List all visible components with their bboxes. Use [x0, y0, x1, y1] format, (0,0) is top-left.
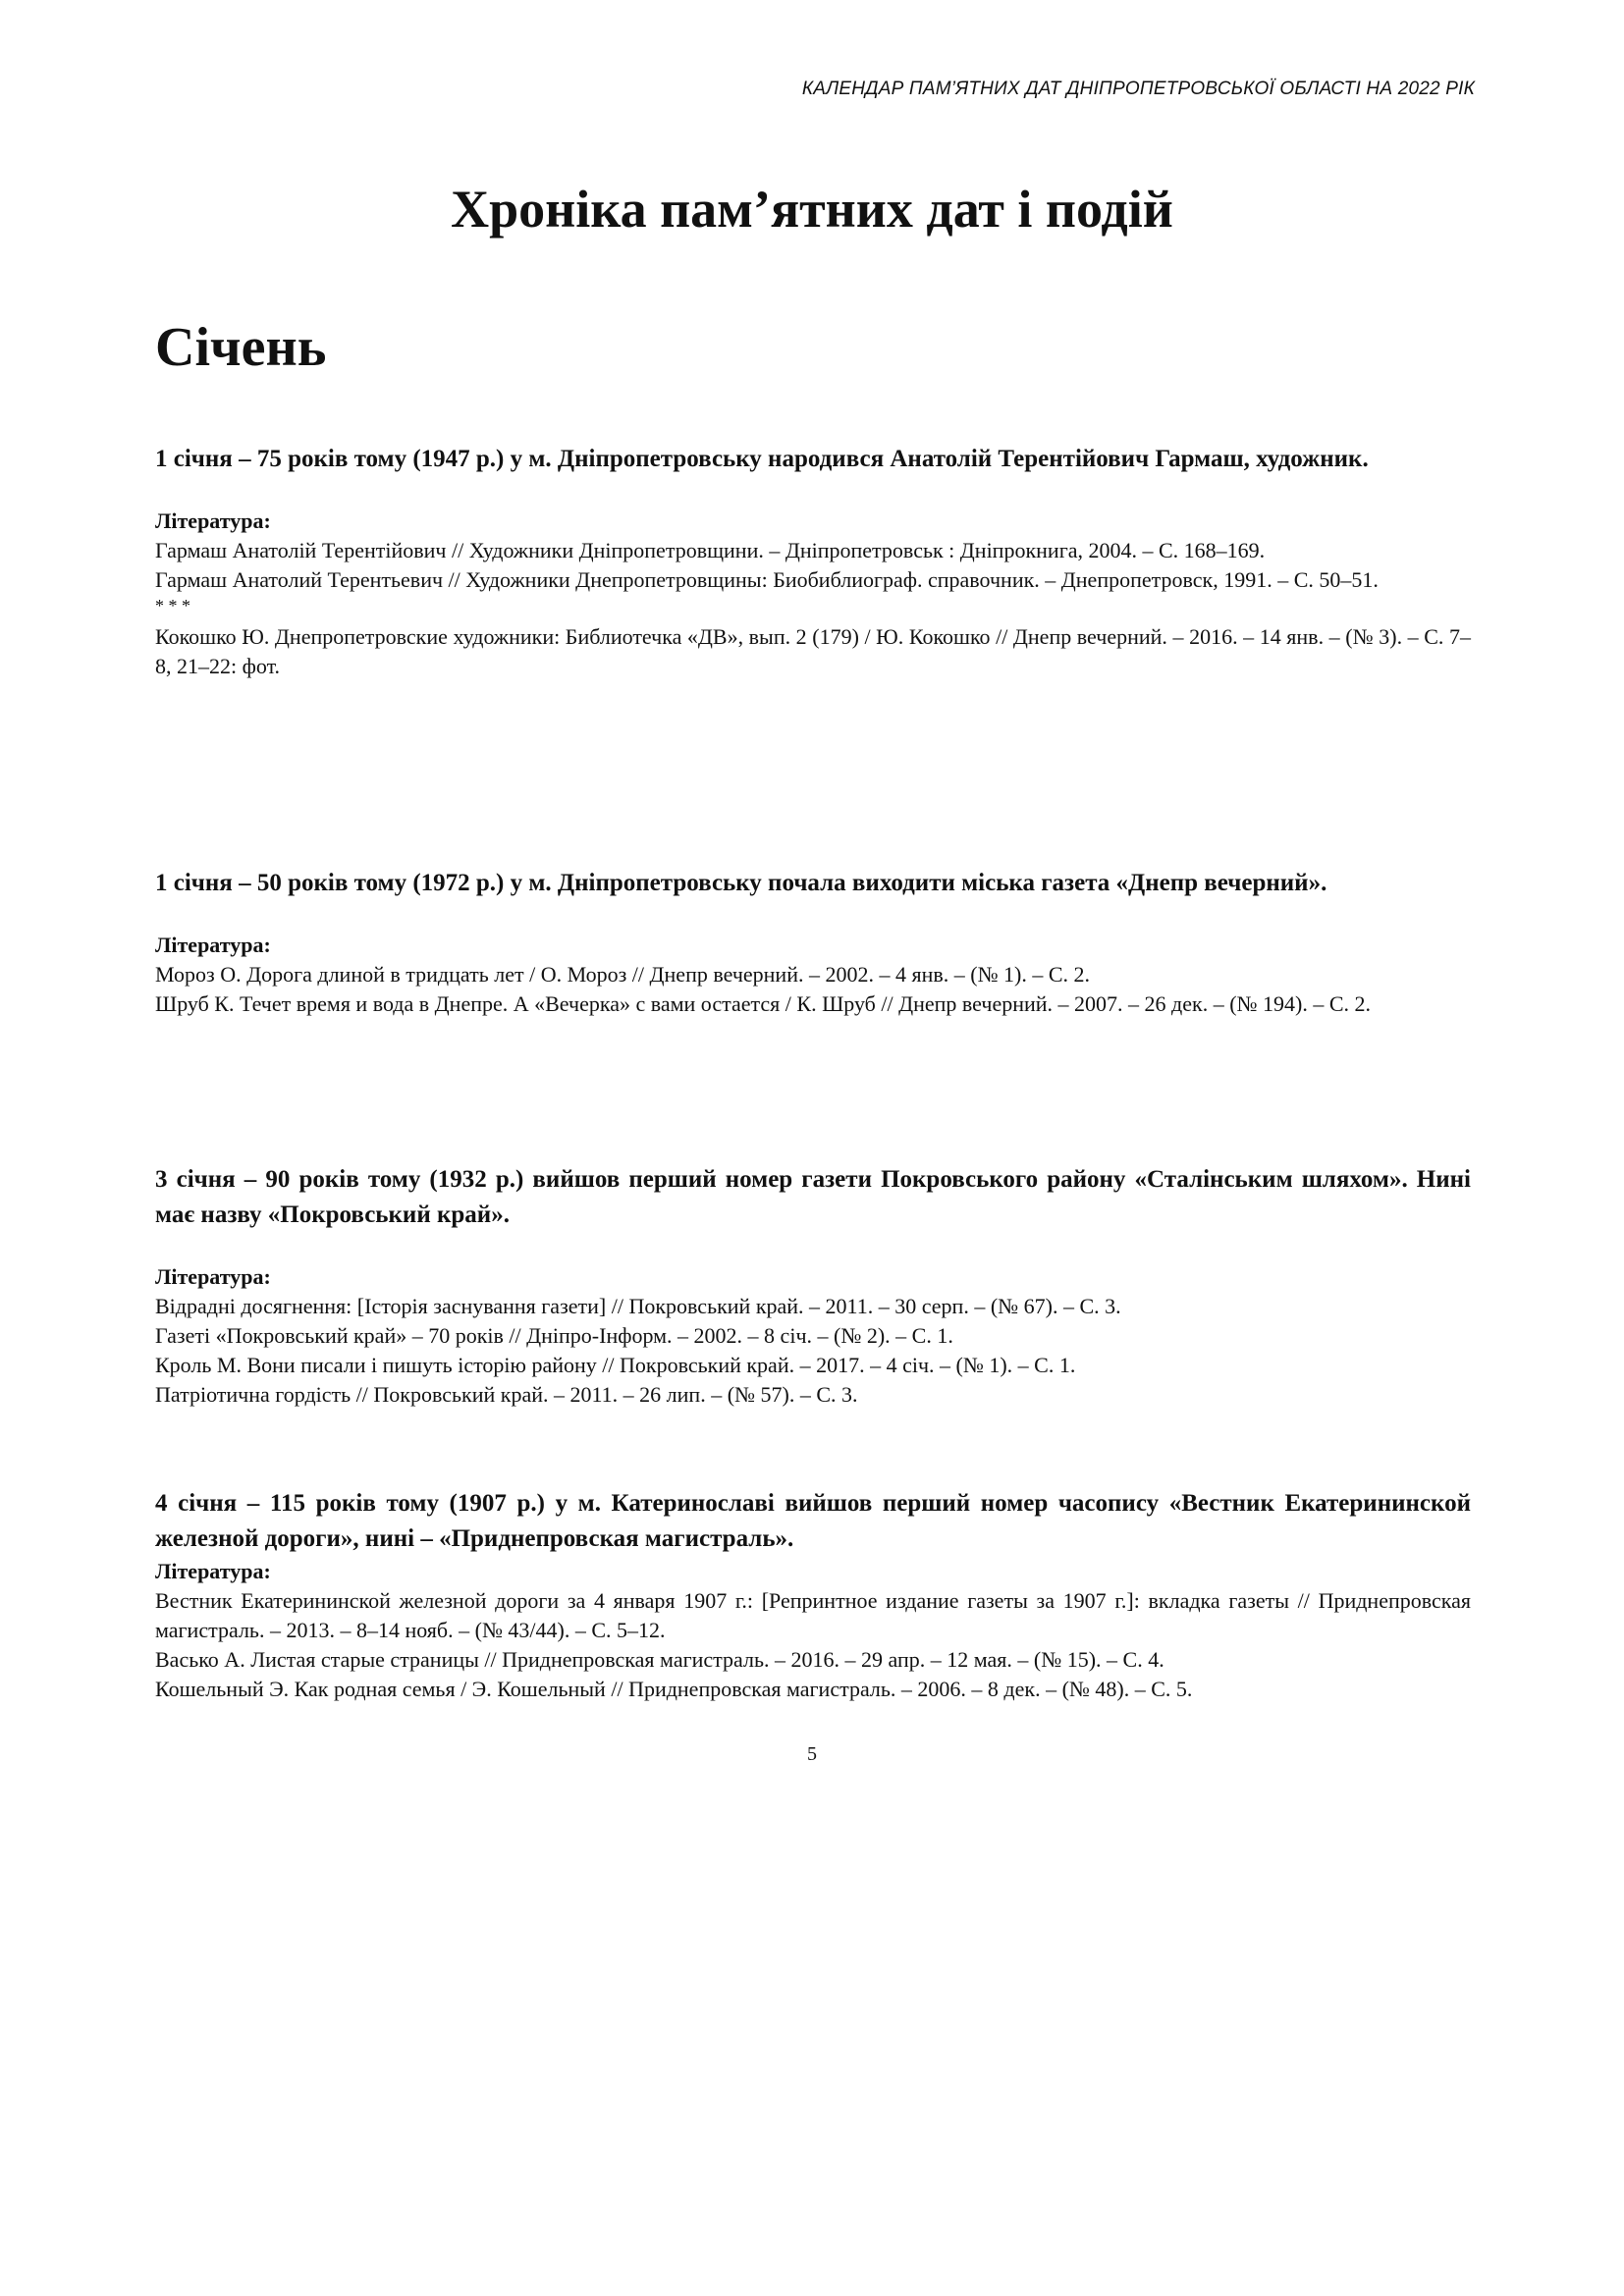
- page-title: Хроніка пам’ятних дат і подій: [451, 180, 1173, 239]
- literature-label: Література:: [155, 1559, 271, 1583]
- entry-2: [155, 866, 1471, 1019]
- entry-heading: 1 січня – 75 років тому (1947 р.) у м. Дніпропетровську народився Анатолій Терентійович Гармаш, художник.: [155, 446, 1369, 472]
- literature-item: Кроль М. Вони писали і пишуть історію району // Покровський край. – 2017. – 4 січ. – (№ 1). – С. 1.: [155, 1353, 1076, 1377]
- month-title: Січень: [155, 317, 327, 378]
- literature-item: Васько А. Листая старые страницы // Приднепровская магистраль. – 2016. – 29 апр. – 12 мая. – (№ 15). – С. 4.: [155, 1647, 1164, 1672]
- literature-item: Відрадні досягнення: [Історія заснування газети] // Покровський край. – 2011. – 30 серп. – (№ 67). – С. 3.: [155, 1294, 1121, 1318]
- literature-label: Література:: [155, 933, 271, 957]
- literature-item: Патріотична гордість // Покровський край. – 2011. – 26 лип. – (№ 57). – С. 3.: [155, 1382, 858, 1407]
- running-header: КАЛЕНДАР ПАМ’ЯТНИХ ДАТ ДНІПРОПЕТРОВСЬКОЇ ОБЛАСТІ НА 2022 РІК: [801, 79, 1475, 99]
- literature-label: Література:: [155, 508, 271, 533]
- entry-heading: 1 січня – 50 років тому (1972 р.) у м. Дніпропетровську почала виходити міська газета «Днепр вечерний».: [155, 870, 1327, 896]
- entry-3: [155, 1162, 1471, 1410]
- entry-4: [155, 1486, 1471, 1704]
- literature-item: Кокошко Ю. Днепропетровские художники: Библиотечка «ДВ», вып. 2 (179) / Ю. Кокошко // Днепр вечерний. – 2016. – 14 янв. – (№ 3). – С. 7–8, 21–22: фот.: [155, 624, 1471, 678]
- literature-item: Вестник Екатерининской железной дороги за 4 января 1907 г.: [Репринтное издание газеты за 1907 г.]: вкладка газеты // Приднепровская магистраль. – 2013. – 8–14 нояб. – (№ 43/44). – С. 5–12.: [155, 1588, 1471, 1642]
- literature-item: Шруб К. Течет время и вода в Днепре. А «Вечерка» с вами остается / К. Шруб // Днепр вечерний. – 2007. – 26 дек. – (№ 194). – С. 2.: [155, 991, 1372, 1016]
- entry-heading: 3 січня – 90 років тому (1932 р.) вийшов перший номер газети Покровського району «Сталінським шляхом». Нині має назву «Покровський край».: [155, 1166, 1471, 1228]
- literature-item: Газеті «Покровський край» – 70 років // Дніпро-Інформ. – 2002. – 8 січ. – (№ 2). – С. 1.: [155, 1323, 953, 1348]
- literature-label: Література:: [155, 1264, 271, 1289]
- literature-item: Гармаш Анатолій Терентійович // Художники Дніпропетровщини. – Дніпропетровськ : Дніпрокнига, 2004. – С. 168–169.: [155, 538, 1266, 562]
- entry-heading: 4 січня – 115 років тому (1907 р.) у м. Катеринославі вийшов перший номер часопису «Вестник Екатерининской железной дороги», нині – «Приднепровская магистраль».: [155, 1490, 1471, 1552]
- literature-item: Гармаш Анатолий Терентьевич // Художники Днепропетровщины: Биобиблиограф. справочник. – Днепропетровск, 1991. – С. 50–51.: [155, 567, 1379, 592]
- entry-1: [155, 442, 1471, 681]
- separator-asterisks: * * *: [155, 596, 190, 615]
- literature-item: Мороз О. Дорога длиной в тридцать лет / О. Мороз // Днепр вечерний. – 2002. – 4 янв. – (№ 1). – С. 2.: [155, 962, 1091, 987]
- page-number: 5: [807, 1743, 817, 1765]
- literature-item: Кошельный Э. Как родная семья / Э. Кошельный // Приднепровская магистраль. – 2006. – 8 дек. – (№ 48). – С. 5.: [155, 1677, 1193, 1701]
